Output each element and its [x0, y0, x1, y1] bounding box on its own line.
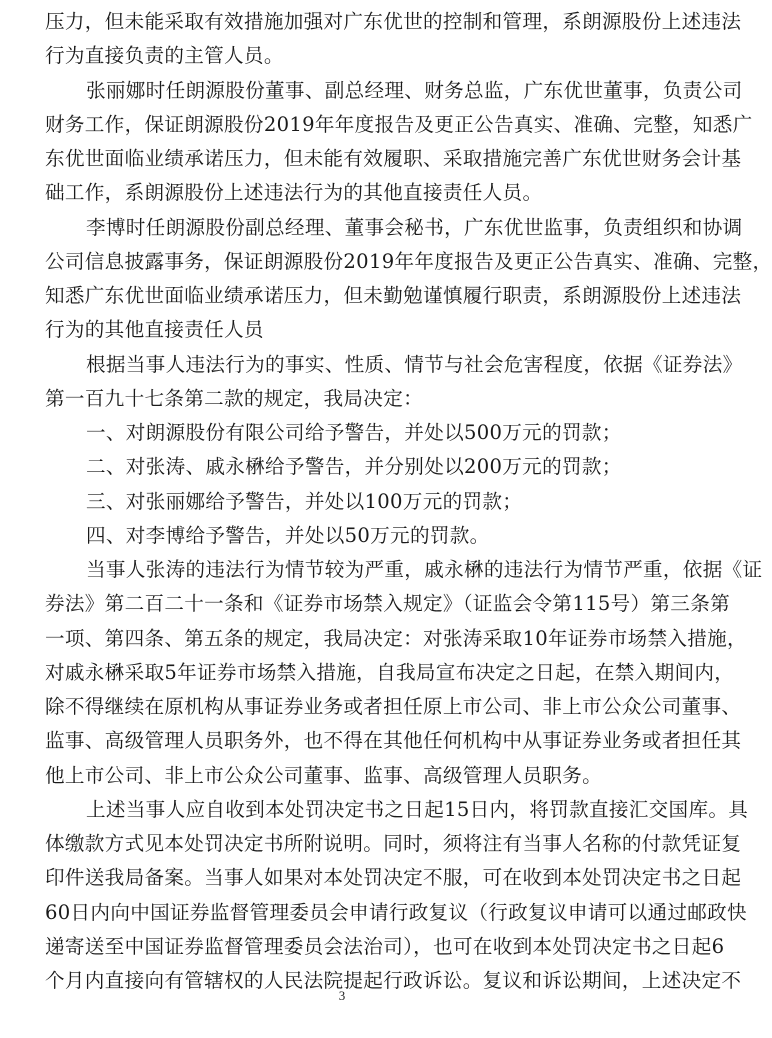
text-line: 券法》第二百二十一条和《证券市场禁入规定》（证监会令第115号）第三条第 — [45, 592, 730, 616]
text-line: 张丽娜时任朗源股份董事、副总经理、财务总监，广东优世董事，负责公司 — [86, 78, 743, 102]
text-line: 当事人张涛的违法行为情节较为严重，戚永楙的违法行为情节严重，依据《证 — [86, 558, 763, 581]
page-number: 3 — [338, 988, 346, 1003]
text-line: 一项、第四条、第五条的规定，我局决定：对张涛采取10年证券市场禁入措施， — [45, 626, 747, 650]
text-line: 60日内向中国证券监督管理委员会申请行政复议（行政复议申请可以通过邮政快 — [45, 900, 747, 924]
penalty-item-1: 一、对朗源股份有限公司给予警告，并处以500万元的罚款； — [86, 421, 622, 444]
text-line: 递寄送至中国证券监督管理委员会法治司），也可在收到本处罚决定书之日起6 — [45, 934, 725, 958]
text-line: 个月内直接向有管辖权的人民法院提起行政诉讼。复议和诉讼期间，上述决定不 — [45, 969, 742, 992]
text-line: 李博时任朗源股份副总经理、董事会秘书，广东优世监事，负责组织和协调 — [86, 215, 743, 239]
text-line: 监事、高级管理人员职务外，也不得在其他任何机构中从事证券业务或者担任其 — [45, 729, 742, 753]
text-line: 第一百九十七条第二款的规定，我局决定： — [45, 386, 423, 410]
text-line: 压力，但未能采取有效措施加强对广东优世的控制和管理，系朗源股份上述违法 — [45, 10, 742, 33]
text-line: 印件送我局备案。当事人如果对本处罚决定不服，可在收到本处罚决定书之日起 — [45, 866, 742, 890]
text-line: 公司信息披露事务，保证朗源股份2019年年度报告及更正公告真实、准确、完整， — [45, 249, 772, 273]
penalty-item-2: 二、对张涛、戚永楙给予警告，并分别处以200万元的罚款； — [86, 455, 622, 479]
text-line: 他上市公司、非上市公众公司董事、监事、高级管理人员职务。 — [45, 763, 603, 787]
document-body — [45, 5, 772, 998]
text-line: 财务工作，保证朗源股份2019年年度报告及更正公告真实、准确、完整，知悉广 — [45, 112, 753, 136]
text-line: 根据当事人违法行为的事实、性质、情节与社会危害程度，依据《证券法》 — [86, 352, 743, 376]
penalty-item-4: 四、对李博给予警告，并处以50万元的罚款。 — [86, 523, 490, 547]
text-line: 上述当事人应自收到本处罚决定书之日起15日内，将罚款直接汇交国库。具 — [86, 797, 749, 821]
text-line: 对戚永楙采取5年证券市场禁入措施，自我局宣布决定之日起，在禁入期间内， — [45, 660, 735, 684]
text-line: 知悉广东优世面临业绩承诺压力，但未勤勉谨慎履行职责，系朗源股份上述违法 — [45, 284, 742, 307]
text-line: 行为的其他直接责任人员 — [45, 318, 264, 342]
text-line: 东优世面临业绩承诺压力，但未能有效履职、采取措施完善广东优世财务会计基 — [45, 147, 742, 170]
text-line: 行为直接负责的主管人员。 — [45, 44, 284, 68]
text-line: 础工作，系朗源股份上述违法行为的其他直接责任人员。 — [45, 181, 543, 205]
penalty-item-3: 三、对张丽娜给予警告，并处以100万元的罚款； — [86, 489, 523, 513]
text-line: 体缴款方式见本处罚决定书所附说明。同时，须将注有当事人名称的付款凭证复 — [45, 832, 742, 855]
text-line: 除不得继续在原机构从事证券业务或者担任原上市公司、非上市公众公司董事、 — [45, 695, 742, 718]
